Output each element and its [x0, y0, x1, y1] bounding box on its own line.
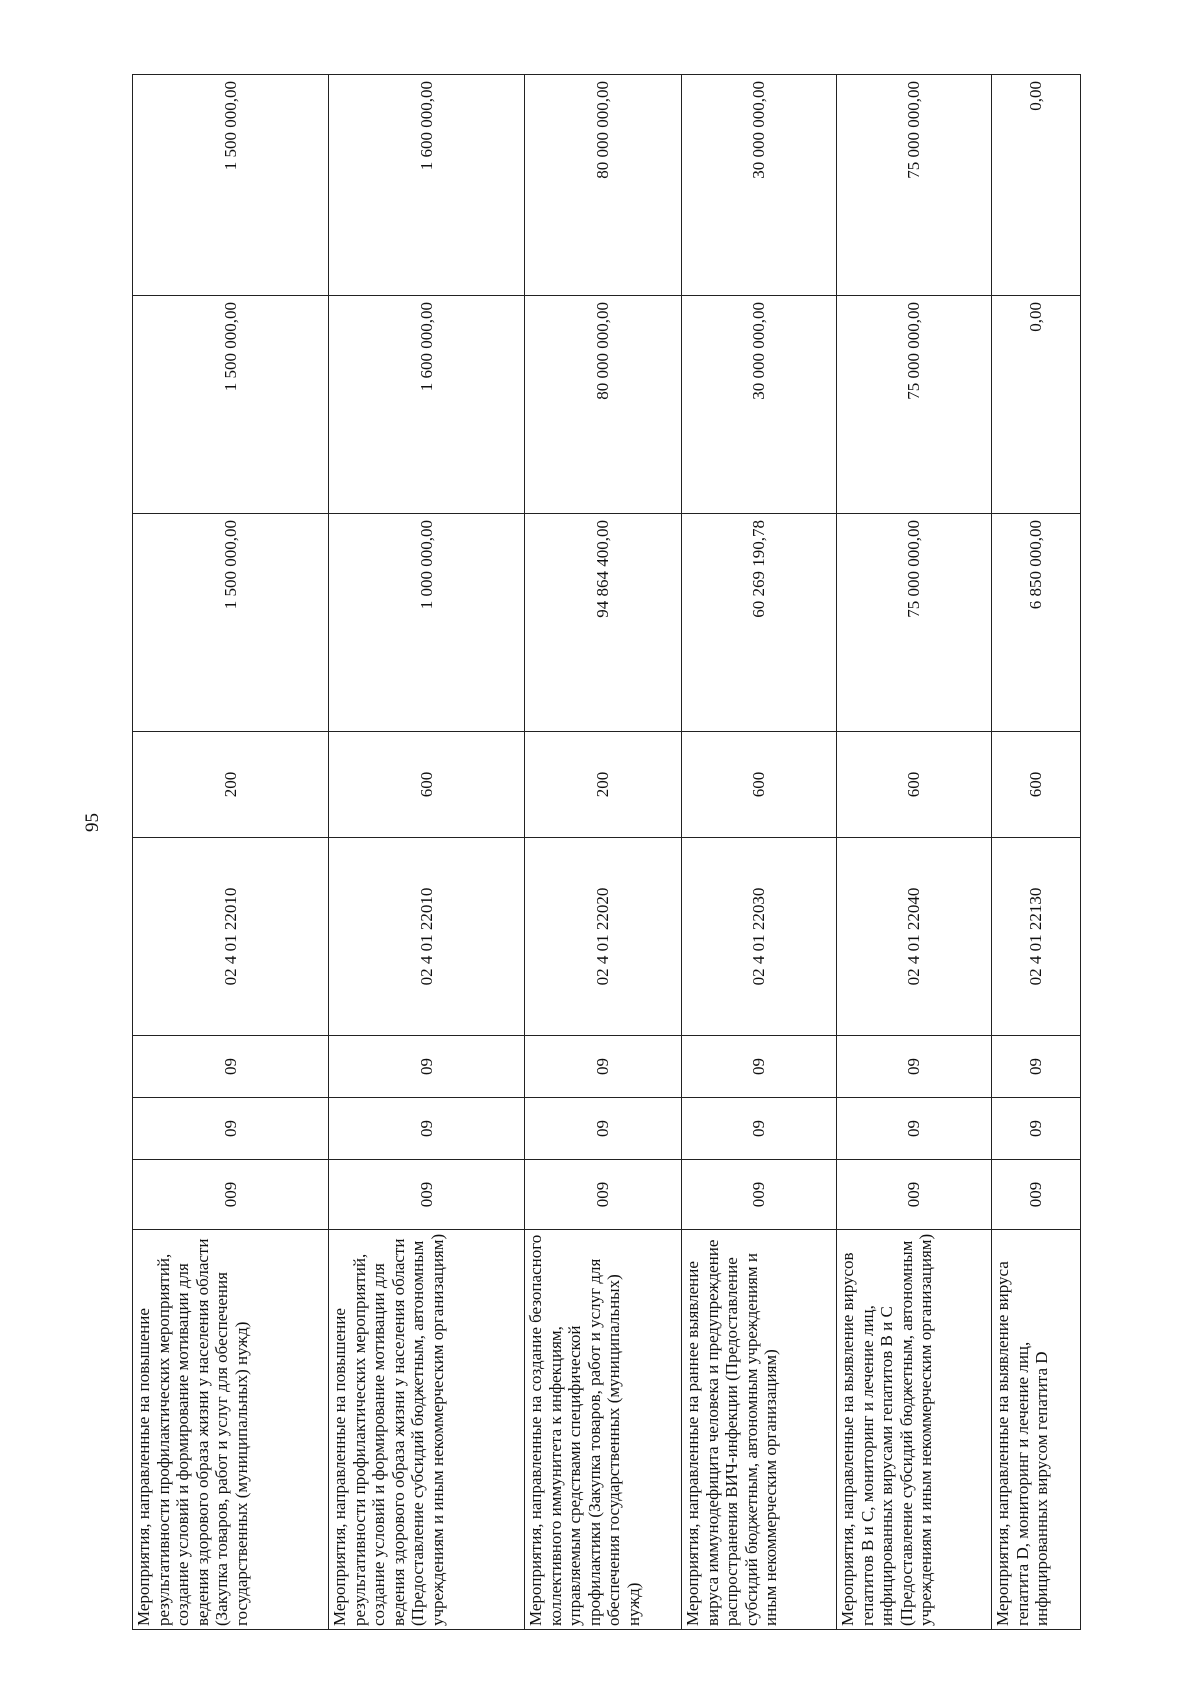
table-row — [682, 75, 837, 1630]
section-code: 09 — [525, 1098, 682, 1160]
target-item-code: 02 4 01 22010 — [133, 838, 329, 1036]
row-description — [329, 1230, 525, 1630]
amount-3: 75 000 000,00 — [837, 75, 992, 296]
ministry-code: 009 — [837, 1160, 992, 1230]
row-description — [682, 1230, 837, 1630]
amount-2: 1 600 000,00 — [329, 296, 525, 514]
section-code: 09 — [992, 1098, 1081, 1160]
expense-type-code: 200 — [525, 732, 682, 838]
section-code: 09 — [133, 1098, 329, 1160]
budget-table — [132, 74, 1081, 1630]
amount-3: 80 000 000,00 — [525, 75, 682, 296]
page-number: 95 — [82, 813, 103, 832]
row-description — [837, 1230, 992, 1630]
target-item-code: 02 4 01 22010 — [329, 838, 525, 1036]
amount-3: 1 600 000,00 — [329, 75, 525, 296]
target-item-code: 02 4 01 22130 — [992, 838, 1081, 1036]
subsection-code: 09 — [682, 1036, 837, 1098]
row-description — [133, 1230, 329, 1630]
amount-1: 60 269 190,78 — [682, 514, 837, 732]
table-row — [133, 75, 329, 1630]
amount-1: 6 850 000,00 — [992, 514, 1081, 732]
expense-type-code: 600 — [992, 732, 1081, 838]
description-text: Мероприятия, направленные на выявление вируса гепатита D, мониторинг и лечение лиц, инфицированных вирусом гепатита D — [993, 1261, 1051, 1626]
expense-type-code: 600 — [837, 732, 992, 838]
ministry-code: 009 — [992, 1160, 1081, 1230]
table-row — [525, 75, 682, 1630]
section-code: 09 — [329, 1098, 525, 1160]
ministry-code: 009 — [329, 1160, 525, 1230]
description-text: Мероприятия, направленные на повышение результативности профилактических мероприятий, создание условий и формирование мотивации для ведения здорового образа жизни у населения области (Закупка товаров, работ и услуг для обеспечения государственных (муниципальных) нужд) — [134, 1238, 251, 1626]
amount-2: 75 000 000,00 — [837, 296, 992, 514]
budget-table-rotated — [132, 75, 1080, 1630]
expense-type-code: 600 — [329, 732, 525, 838]
ministry-code: 009 — [682, 1160, 837, 1230]
ministry-code: 009 — [525, 1160, 682, 1230]
target-item-code: 02 4 01 22030 — [682, 838, 837, 1036]
amount-1: 1 000 000,00 — [329, 514, 525, 732]
amount-2: 30 000 000,00 — [682, 296, 837, 514]
subsection-code: 09 — [525, 1036, 682, 1098]
ministry-code: 009 — [133, 1160, 329, 1230]
amount-1: 75 000 000,00 — [837, 514, 992, 732]
row-description — [992, 1230, 1081, 1630]
amount-3: 0,00 — [992, 75, 1081, 296]
table-row — [992, 75, 1081, 1630]
target-item-code: 02 4 01 22040 — [837, 838, 992, 1036]
amount-2: 1 500 000,00 — [133, 296, 329, 514]
subsection-code: 09 — [133, 1036, 329, 1098]
amount-2: 80 000 000,00 — [525, 296, 682, 514]
target-item-code: 02 4 01 22020 — [525, 838, 682, 1036]
description-text: Мероприятия, направленные на выявление вирусов гепатитов В и С, мониторинг и лечение лиц, инфицированных вирусами гепатитов В и С (Предоставление субсидий бюджетным, автономным учреждениям и иным некоммерческим организациям) — [838, 1233, 935, 1626]
row-description — [525, 1230, 682, 1630]
amount-3: 30 000 000,00 — [682, 75, 837, 296]
amount-1: 94 864 400,00 — [525, 514, 682, 732]
table-row — [837, 75, 992, 1630]
section-code: 09 — [837, 1098, 992, 1160]
description-text: Мероприятия, направленные на создание безопасного коллективного иммунитета к инфекциям, управляемым средствами специфической профилактики (Закупка товаров, работ и услуг для обеспечения государственных (муниципальных) нужд) — [526, 1234, 643, 1626]
amount-1: 1 500 000,00 — [133, 514, 329, 732]
expense-type-code: 600 — [682, 732, 837, 838]
amount-3: 1 500 000,00 — [133, 75, 329, 296]
table-row — [329, 75, 525, 1630]
subsection-code: 09 — [837, 1036, 992, 1098]
section-code: 09 — [682, 1098, 837, 1160]
amount-2: 0,00 — [992, 296, 1081, 514]
subsection-code: 09 — [329, 1036, 525, 1098]
subsection-code: 09 — [992, 1036, 1081, 1098]
expense-type-code: 200 — [133, 732, 329, 838]
description-text: Мероприятия, направленные на повышение результативности профилактических мероприятий, создание условий и формирование мотивации для ведения здорового образа жизни у населения области (Предоставление субсидий бюджетным, автономным учреждениям и иным некоммерческим организациям) — [330, 1233, 447, 1626]
description-text: Мероприятия, направленные на раннее выявление вируса иммунодефицита человека и предупреждение распространения ВИЧ-инфекции (Предоставление субсидий бюджетным, автономным учреждениям и иным некоммерческим организациям) — [683, 1239, 780, 1626]
